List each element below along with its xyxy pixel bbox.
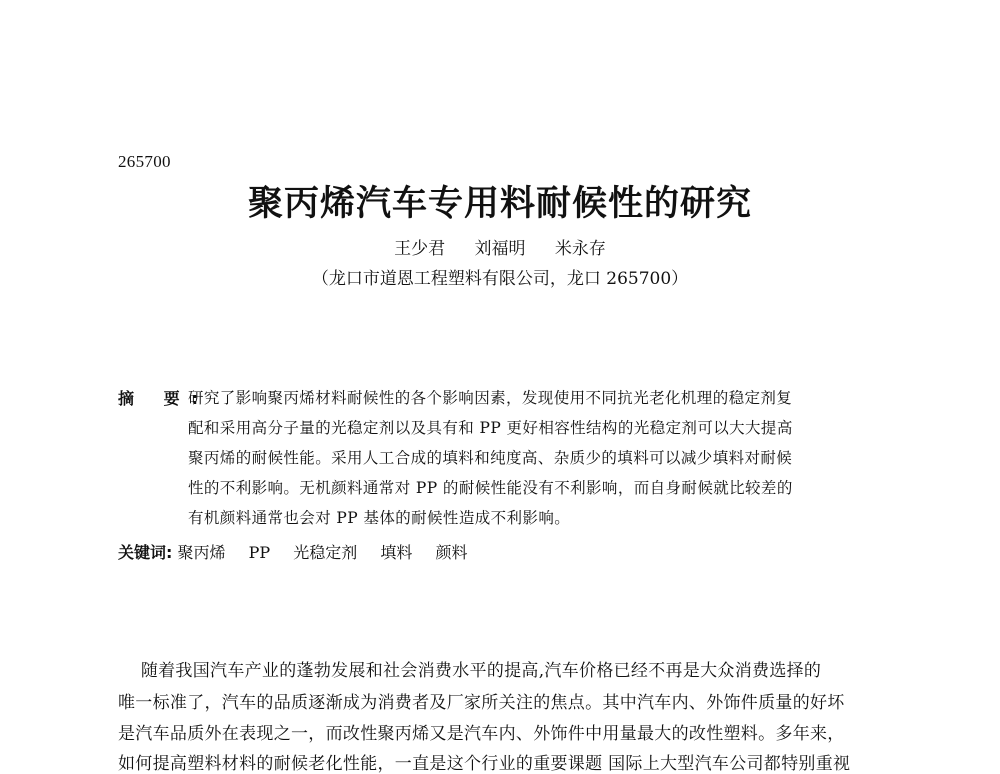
keyword: 填料 bbox=[380, 543, 413, 562]
body-text-line: 唯一标准了，汽车的品质逐渐成为消费者及厂家所关注的焦点。其中汽车内、外饰件质量的好坏 bbox=[118, 693, 845, 713]
document-code: 265700 bbox=[118, 152, 171, 171]
author-name: 米永存 bbox=[554, 239, 606, 259]
keywords-label: 关键词: bbox=[118, 543, 173, 562]
keyword: 光稳定剂 bbox=[293, 543, 358, 562]
abstract-label: 摘 要: bbox=[118, 389, 210, 408]
keyword: 聚丙烯 bbox=[177, 543, 226, 562]
keyword: PP bbox=[248, 543, 271, 562]
author-name: 刘福明 bbox=[474, 239, 526, 259]
keywords-section bbox=[118, 540, 485, 563]
body-text-line: 随着我国汽车产业的蓬勃发展和社会消费水平的提高,汽车价格已经不再是大众消费选择的 bbox=[118, 661, 822, 681]
author-affiliation: （龙口市道恩工程塑料有限公司，龙口 265700） bbox=[311, 269, 689, 289]
abstract-line: 聚丙烯的耐候性能。采用人工合成的填料和纯度高、杂质少的填料可以减少填料对耐候 bbox=[188, 449, 793, 467]
body-text-line: 是汽车品质外在表现之一，而改性聚丙烯又是汽车内、外饰件中用量最大的改性塑料。多年来， bbox=[118, 724, 845, 744]
abstract-line: 研究了影响聚丙烯材料耐候性的各个影响因素，发现使用不同抗光老化机理的稳定剂复 bbox=[188, 389, 793, 407]
abstract-line: 有机颜料通常也会对 PP 基体的耐候性造成不利影响。 bbox=[188, 509, 571, 527]
author-name: 王少君 bbox=[394, 239, 446, 259]
body-text-line: 如何提高塑料材料的耐候老化性能，一直是这个行业的重要课题 国际上大型汽车公司都特别重视 bbox=[118, 754, 851, 774]
keyword: 颜料 bbox=[435, 543, 468, 562]
abstract-line: 配和采用高分子量的光稳定剂以及具有和 PP 更好相容性结构的光稳定剂可以大大提高 bbox=[188, 419, 793, 437]
abstract-line: 性的不利影响。无机颜料通常对 PP 的耐候性能没有不利影响，而自身耐候就比较差的 bbox=[188, 479, 793, 497]
paper-title: 聚丙烯汽车专用料耐候性的研究 bbox=[247, 184, 752, 224]
author-list bbox=[0, 234, 1000, 259]
